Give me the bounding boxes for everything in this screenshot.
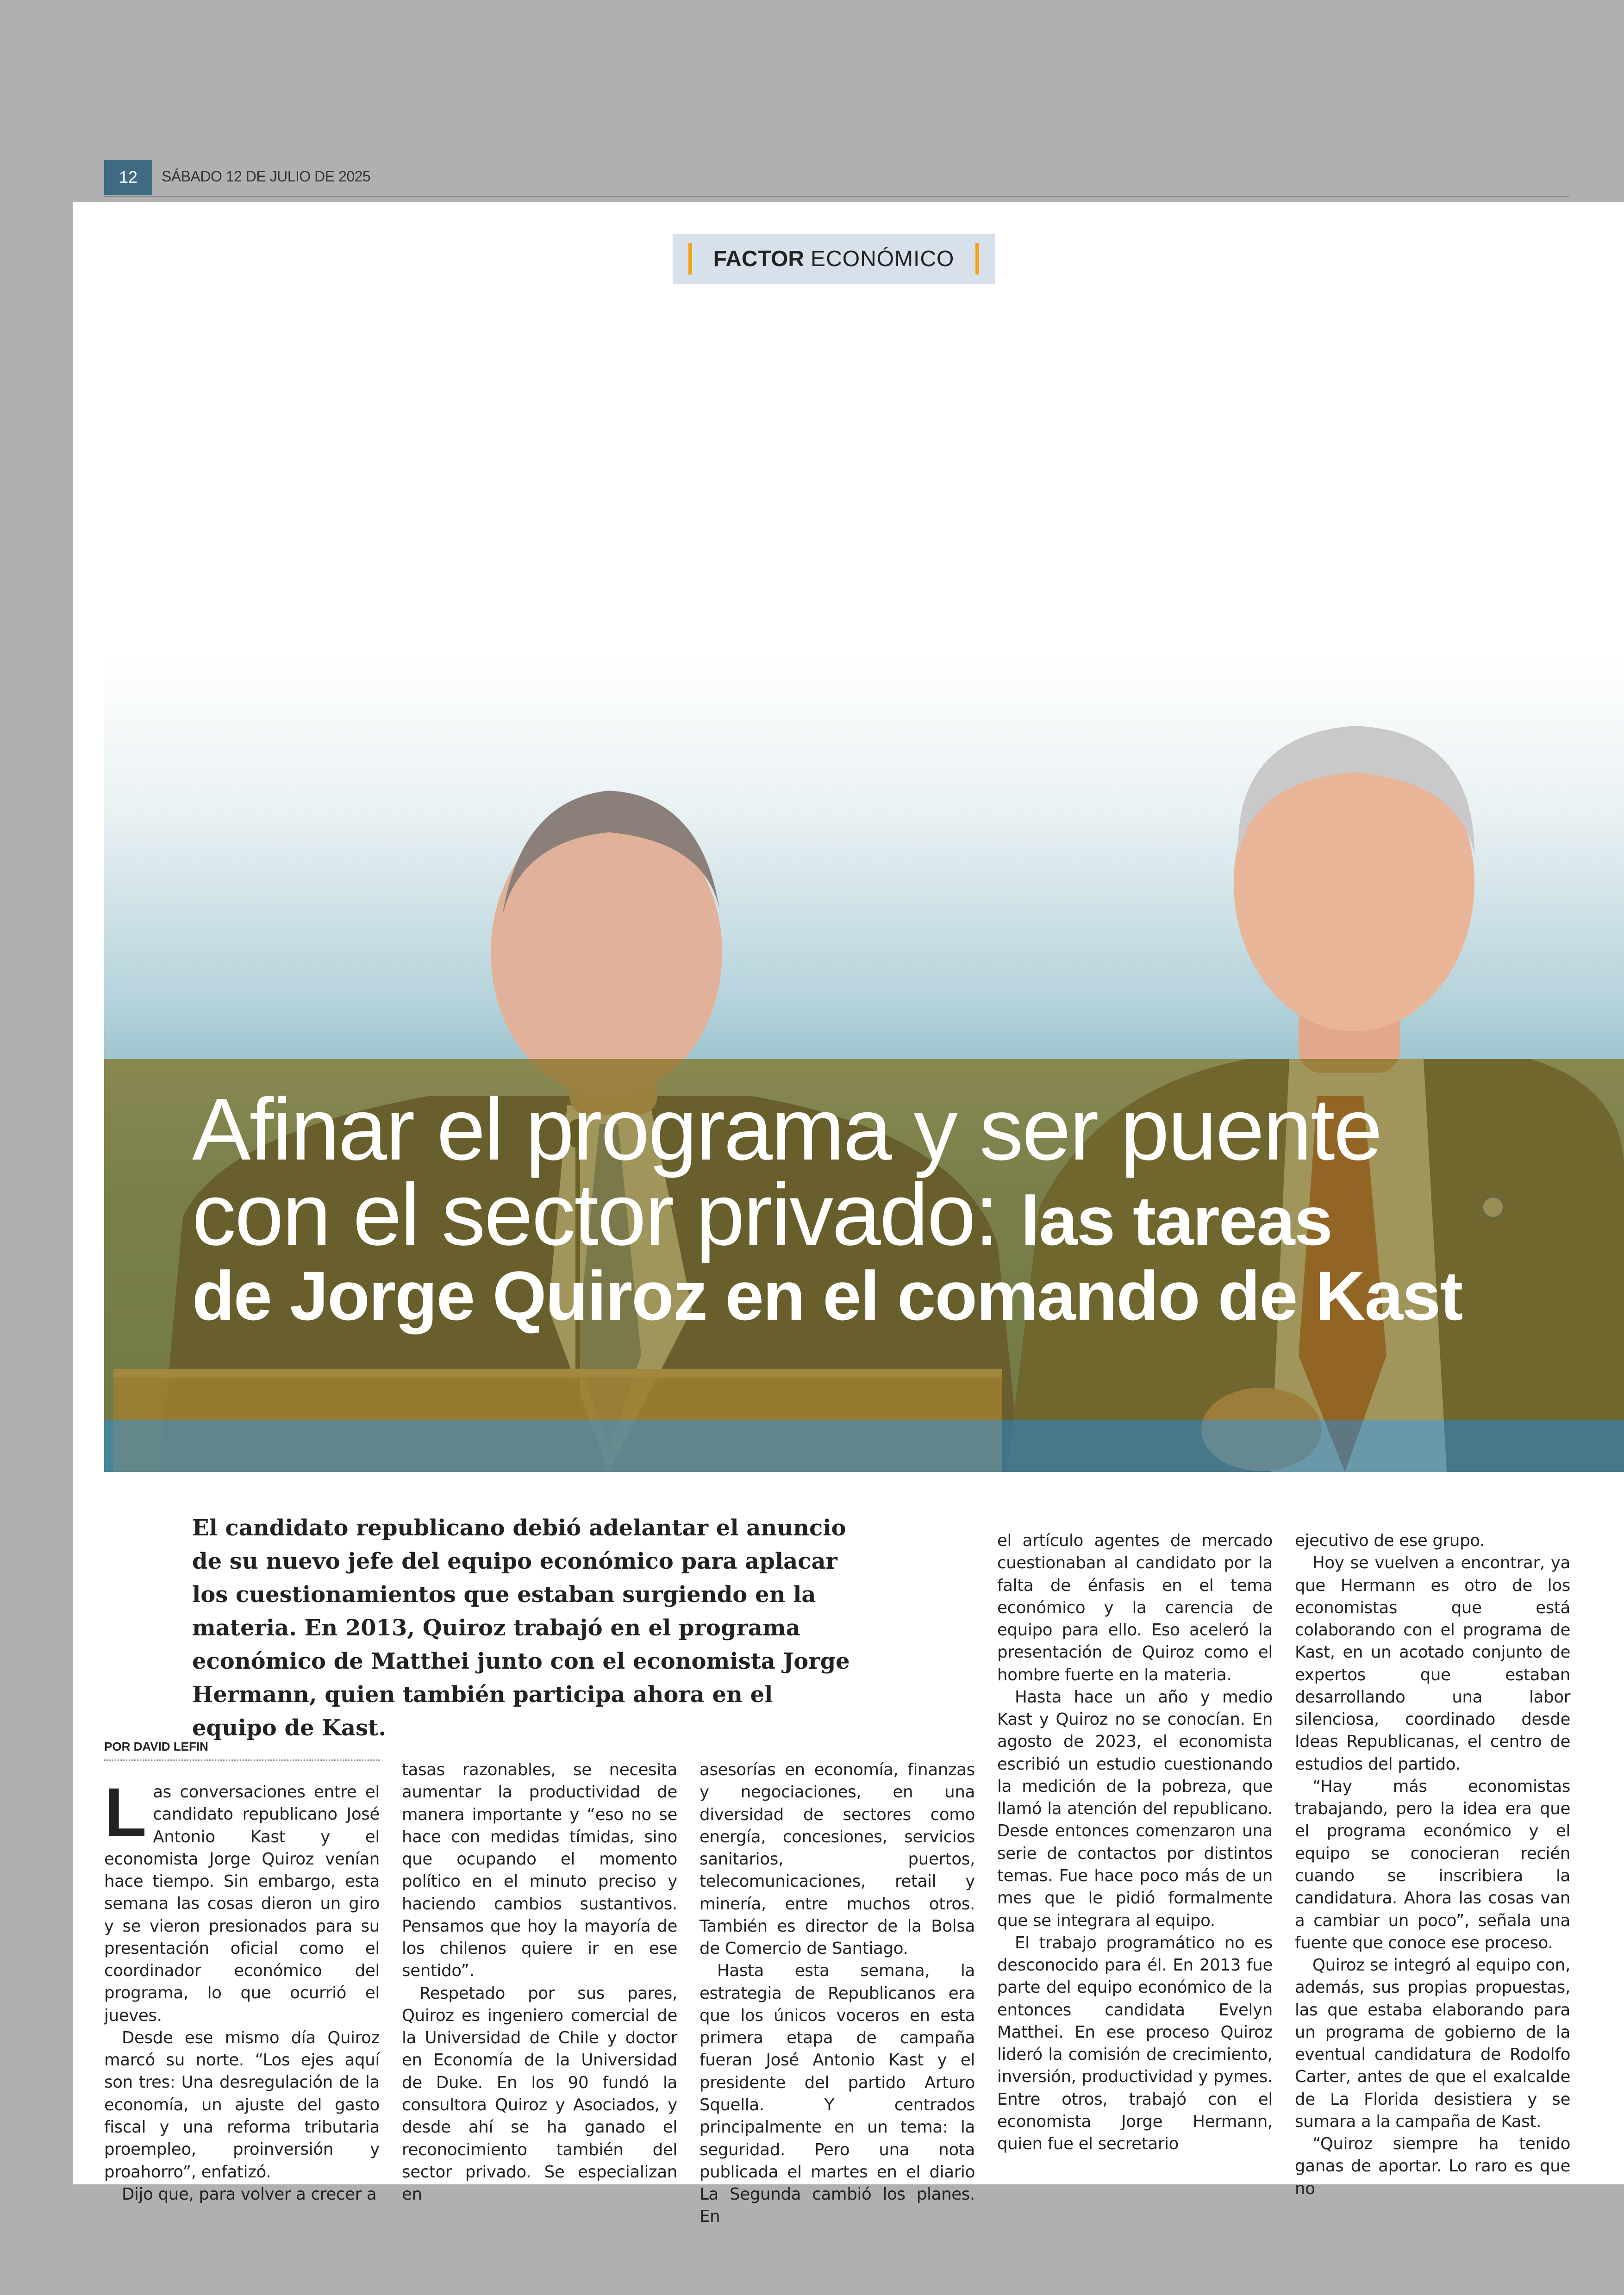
headline-line-2-light: con el sector privado: xyxy=(192,1166,998,1264)
paragraph: Desde ese mismo día Quiroz marcó su norte. “Los ejes aquí son tres: Una desregulación de la economía, un ajuste del gasto fiscal y una reforma tributaria proempleo, proinversión y proahorro”, enfatizó. xyxy=(104,2028,380,2182)
paragraph: el artículo agentes de mercado cuestionaban al candidato por la falta de énfasis en el tema económico y la carencia de equipo para ello. Eso aceleró la presentación de Quiroz como el hombre fuerte en la materia. xyxy=(997,1531,1273,1684)
body-column-3 xyxy=(700,1759,975,2228)
lede: El candidato republicano debió adelantar el anuncio de su nuevo jefe del equipo económico para aplacar los cuestionamientos que estaban surgiendo en la materia. En 2013, Quiroz trabajó en el programa económico de Matthei junto con el economista Jorge Hermann, quien también participa ahora en el equipo de Kast. xyxy=(192,1515,850,1741)
paragraph: Hoy se vuelven a encontrar, ya que Hermann es otro de los economistas que está colaborando con el programa de Kast, en un acotado conjunto de expertos que estaban desarrollando una labor silenciosa, coordinado desde Ideas Republicanas, el centro de estudios del partido. xyxy=(1295,1553,1570,1774)
section-label-bold: FACTOR xyxy=(713,246,805,271)
section-tag xyxy=(673,234,995,284)
body-column-2 xyxy=(402,1759,677,2206)
headline-line-1: Afinar el programa y ser puente xyxy=(192,1080,1381,1179)
paragraph: Dijo que, para volver a crecer a xyxy=(122,2184,377,2204)
body-column-4 xyxy=(997,1530,1273,2155)
drop-cap: L xyxy=(104,1773,147,1851)
paragraph: “Quiroz siempre ha tenido ganas de aportar. Lo raro es que no xyxy=(1295,2134,1570,2198)
headline-line-3: de Jorge Quiroz en el comando de Kast xyxy=(192,1256,1462,1335)
paragraph: “Hay más economistas trabajando, pero la idea era que el programa económico y el equipo se conocieran recién cuando se inscribiera la candidatura. Ahora las cosas van a cambiar un poco”, señala una fuente que conoce ese proceso. xyxy=(1295,1777,1570,1952)
paragraph: Hasta esta semana, la estrategia de Republicanos era que los únicos voceros en esta primera etapa de campaña fueran José Antonio Kast y el presidente del partido Arturo Squella. Y centrados principalmente en un tema: la seguridad. Pero una nota publicada el martes en el diario La Segunda cambió los planes. En xyxy=(700,1961,975,2226)
paragraph: tasas razonables, se necesita aumentar la productividad de manera importante y “eso no se hace con medidas tímidas, sino que ocupando el momento político en el minuto preciso y haciendo cambios sustantivos. Pensamos que hoy la mayoría de los chilenos quiere ir en ese sentido”. xyxy=(402,1760,677,1981)
paragraph: ejecutivo de ese grupo. xyxy=(1295,1531,1485,1550)
headline xyxy=(192,1080,1535,1335)
lead-photo xyxy=(104,337,1624,1472)
page-header xyxy=(104,160,1569,197)
paragraph: Quiroz se integró al equipo con, además, sus propias propuestas, las que estaba elaborando para un programa de gobierno de la eventual candidatura de Rodolfo Carter, antes de que el exalcalde de La Florida desistiera y se sumara a la campaña de Kast. xyxy=(1295,1956,1570,2131)
section-tag-accent-right xyxy=(975,243,979,274)
body-column-1 xyxy=(104,1773,380,2206)
issue-date: SÁBADO 12 DE JULIO DE 2025 xyxy=(162,168,371,185)
headline-line-2-bold: las tareas xyxy=(1020,1182,1332,1260)
headline-line-2 xyxy=(192,1166,1535,1264)
paragraph: Respetado por sus pares, Quiroz es ingeniero comercial de la Universidad de Chile y doctor en Economía de la Universidad de Duke. En los 90 fundó la consultora Quiroz y Asociados, y desde ahí se ha ganado el reconocimiento también del sector privado. Se especializan en xyxy=(402,1983,677,2204)
paragraph: asesorías en economía, finanzas y negociaciones, en una diversidad de sectores como energía, concesiones, servicios sanitarios, puertos, telecomunicaciones, retail y minería, entre muchos otros. También es director de la Bolsa de Comercio de Santiago. xyxy=(700,1760,975,1958)
body-column-5 xyxy=(1295,1530,1570,2200)
section-tag-accent-left xyxy=(688,243,692,274)
page-number: 12 xyxy=(104,160,152,195)
paragraph: as conversaciones entre el candidato republicano José Antonio Kast y el economista Jorge Quiroz venían hace tiempo. Sin embargo, esta semana las cosas dieron un giro y se vieron presionados para su presentación oficial como el coordinador económico del programa, lo que ocurrió el jueves. xyxy=(104,1783,380,2025)
section-label-light: ECONÓMICO xyxy=(811,246,955,271)
photo-bottom-band xyxy=(104,1420,1624,1472)
paragraph: El trabajo programático no es desconocido para él. En 2013 fue parte del equipo económico de la entonces candidata Evelyn Matthei. En ese proceso Quiroz lideró la comisión de crecimiento, inversión, productividad y pymes. Entre otros, trabajó con el economista Jorge Hermann, quien fue el secretario xyxy=(997,1933,1273,2154)
byline: POR DAVID LEFIN xyxy=(104,1740,380,1761)
paragraph: Hasta hace un año y medio Kast y Quiroz no se conocían. En agosto de 2023, el economista escribió un estudio cuestionando la medición de la pobreza, que llamó la atención del republicano. Desde entonces comenzaron una serie de contactos por distintos temas. Fue hace poco más de un mes que le pidió formalmente que se integrara al equipo. xyxy=(997,1687,1273,1930)
header-rule xyxy=(104,196,1569,197)
